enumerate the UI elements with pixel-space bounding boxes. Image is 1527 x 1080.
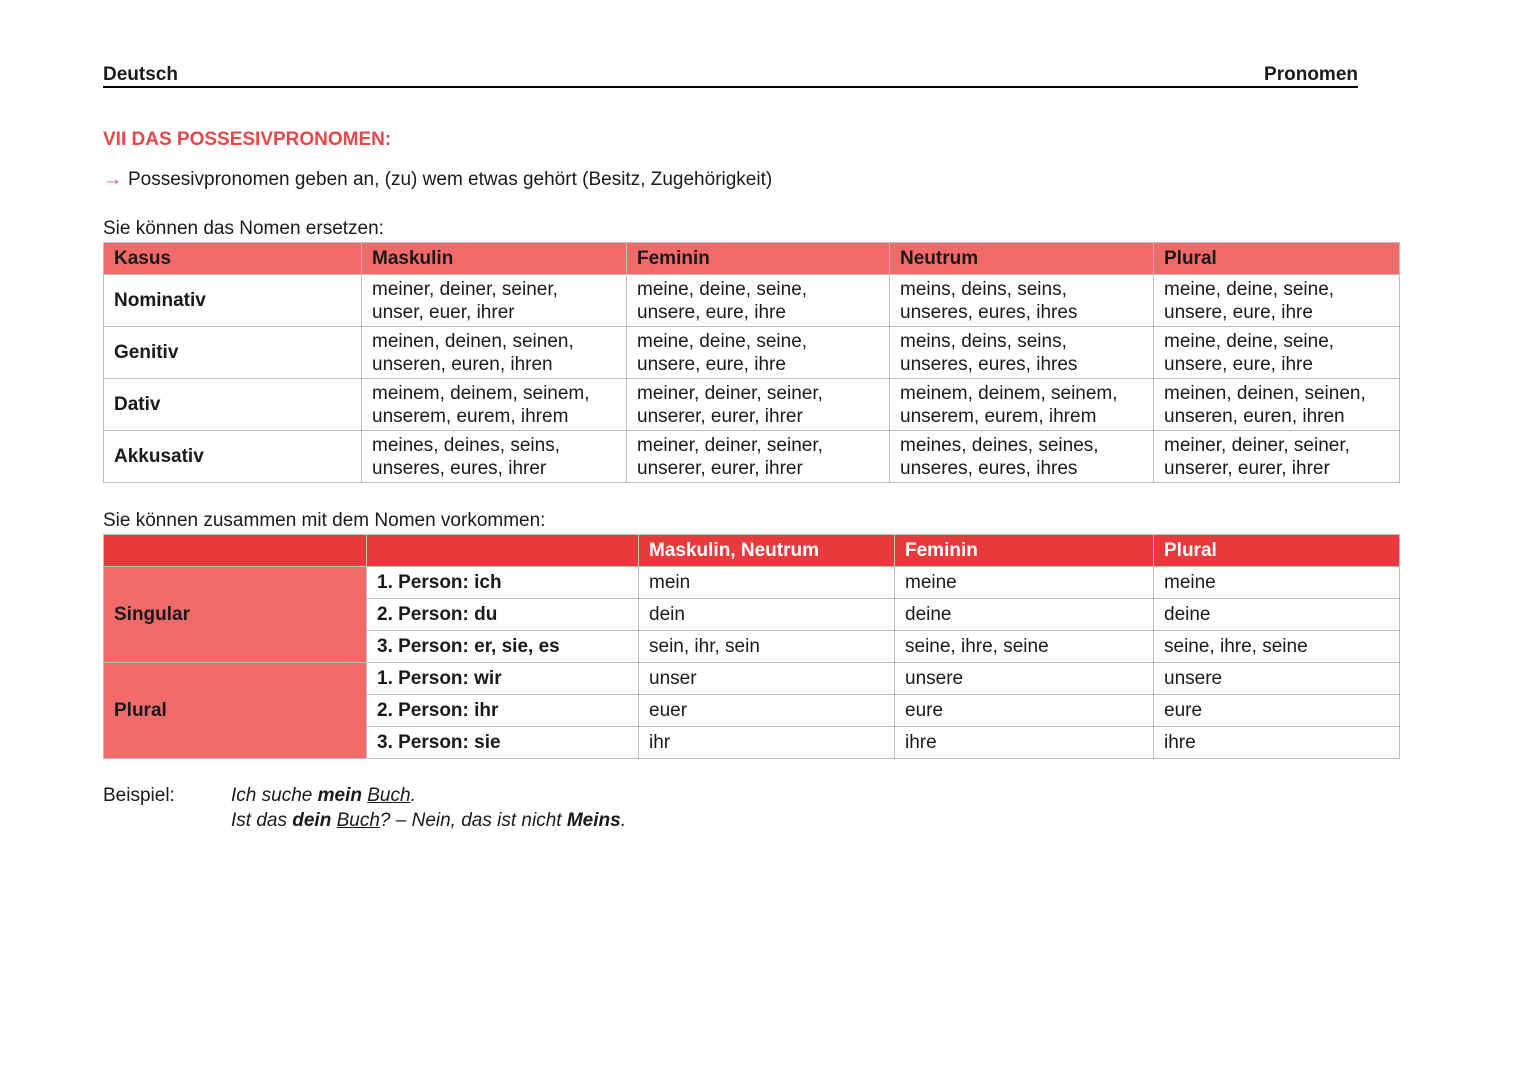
kasus-cell: Akkusativ <box>104 431 362 483</box>
person-cell: 3. Person: sie <box>367 727 639 759</box>
table-row <box>104 327 1400 379</box>
cell-line: meine, deine, seine, <box>1164 330 1335 352</box>
cell-line: meinen, deinen, seinen, <box>1164 382 1366 404</box>
text-fragment: . <box>410 785 416 806</box>
cell-line: unsere, eure, ihre <box>637 353 786 375</box>
table-cell <box>890 327 1154 379</box>
cell-line: meiner, deiner, seiner, <box>637 434 823 456</box>
cell-line: unsere, eure, ihre <box>637 301 786 323</box>
cell-line: meine, deine, seine, <box>1164 278 1335 300</box>
cell-line: meinem, deinem, seinem, <box>900 382 1118 404</box>
cell-line: unserem, eurem, ihrem <box>372 405 569 427</box>
person-cell: 2. Person: du <box>367 599 639 631</box>
cell-line: unseren, euren, ihren <box>372 353 553 375</box>
cell-line: meins, deins, seins, <box>900 278 1067 300</box>
cell-line: unserer, eurer, ihrer <box>637 457 803 479</box>
person-cell: 2. Person: ihr <box>367 695 639 727</box>
table-cell <box>1154 431 1400 483</box>
table-cell <box>362 275 627 327</box>
table-cell: seine, ihre, seine <box>895 631 1154 663</box>
table2-caption: Sie können zusammen mit dem Nomen vorkommen: <box>103 510 546 531</box>
cell-line: unserer, eurer, ihrer <box>637 405 803 427</box>
cell-line: unseren, euren, ihren <box>1164 405 1345 427</box>
person-cell: 1. Person: wir <box>367 663 639 695</box>
table-cell: sein, ihr, sein <box>639 631 895 663</box>
table-cell: eure <box>895 695 1154 727</box>
cell-line: meiner, deiner, seiner, <box>372 278 558 300</box>
table1-caption: Sie können das Nomen ersetzen: <box>103 218 384 239</box>
table-cell: euer <box>639 695 895 727</box>
column-header: Maskulin, Neutrum <box>639 535 895 567</box>
table-cell: ihre <box>895 727 1154 759</box>
underlined-word: Buch <box>367 785 411 806</box>
table-cell: mein <box>639 567 895 599</box>
table-cell <box>890 379 1154 431</box>
with-noun-table <box>103 534 1400 759</box>
topic-label: Pronomen <box>1264 64 1358 85</box>
table-cell: ihr <box>639 727 895 759</box>
table-row <box>104 275 1400 327</box>
column-header: Maskulin <box>362 243 627 275</box>
intro-line <box>103 169 772 191</box>
cell-line: unseres, eures, ihrer <box>372 457 547 479</box>
page-header <box>103 64 1358 88</box>
table-cell: eure <box>1154 695 1400 727</box>
subject-label: Deutsch <box>103 64 178 85</box>
cell-line: unseres, eures, ihres <box>900 353 1078 375</box>
section-title: VII DAS POSSESIVPRONOMEN: <box>103 129 392 150</box>
example-sentences <box>231 783 626 833</box>
cell-line: meiner, deiner, seiner, <box>637 382 823 404</box>
text-fragment: . <box>620 810 626 831</box>
column-header <box>367 535 639 567</box>
cell-line: meines, deines, seins, <box>372 434 560 456</box>
bold-word: mein <box>317 785 362 806</box>
person-cell: 1. Person: ich <box>367 567 639 599</box>
column-header: Feminin <box>627 243 890 275</box>
cell-line: unseres, eures, ihres <box>900 457 1078 479</box>
table-cell: meine <box>895 567 1154 599</box>
kasus-cell: Genitiv <box>104 327 362 379</box>
text-fragment: Ist das <box>231 810 293 831</box>
cell-line: meine, deine, seine, <box>637 278 808 300</box>
column-header: Neutrum <box>890 243 1154 275</box>
column-header: Plural <box>1154 535 1400 567</box>
table-cell <box>627 327 890 379</box>
table-cell <box>1154 275 1400 327</box>
cell-line: unser, euer, ihrer <box>372 301 515 323</box>
table-cell <box>1154 379 1400 431</box>
cell-line: meins, deins, seins, <box>900 330 1067 352</box>
column-header: Feminin <box>895 535 1154 567</box>
table-cell <box>627 275 890 327</box>
text-fragment: ? – Nein, das ist nicht <box>379 810 567 831</box>
column-header <box>104 535 367 567</box>
replace-noun-table <box>103 242 1400 483</box>
person-cell: 3. Person: er, sie, es <box>367 631 639 663</box>
table-row <box>104 663 1400 695</box>
column-header: Plural <box>1154 243 1400 275</box>
table-cell: dein <box>639 599 895 631</box>
cell-line: meinen, deinen, seinen, <box>372 330 574 352</box>
table-cell <box>362 327 627 379</box>
column-header: Kasus <box>104 243 362 275</box>
table-row <box>104 431 1400 483</box>
table-cell <box>890 431 1154 483</box>
kasus-cell: Nominativ <box>104 275 362 327</box>
table-cell: ihre <box>1154 727 1400 759</box>
arrow-right-icon: → <box>103 169 122 190</box>
example-line-1 <box>231 783 626 808</box>
intro-text: Possesivpronomen geben an, (zu) wem etwas gehört (Besitz, Zugehörigkeit) <box>128 169 773 190</box>
example-label: Beispiel: <box>103 785 175 806</box>
bold-word: dein <box>292 810 332 831</box>
kasus-cell: Dativ <box>104 379 362 431</box>
table-cell <box>627 431 890 483</box>
cell-line: unsere, eure, ihre <box>1164 301 1313 323</box>
underlined-word: Buch <box>336 810 380 831</box>
table-header-row <box>104 535 1400 567</box>
table-cell <box>890 275 1154 327</box>
cell-line: unseres, eures, ihres <box>900 301 1078 323</box>
table-cell: unsere <box>1154 663 1400 695</box>
number-group-cell: Singular <box>104 567 367 663</box>
cell-line: meine, deine, seine, <box>637 330 808 352</box>
table-cell <box>362 379 627 431</box>
bold-word: Meins <box>566 810 621 831</box>
table-row <box>104 379 1400 431</box>
table-row <box>104 567 1400 599</box>
table-cell <box>627 379 890 431</box>
table-cell: meine <box>1154 567 1400 599</box>
cell-line: meiner, deiner, seiner, <box>1164 434 1350 456</box>
cell-line: meines, deines, seines, <box>900 434 1099 456</box>
cell-line: unserem, eurem, ihrem <box>900 405 1097 427</box>
table-cell: deine <box>895 599 1154 631</box>
cell-line: unserer, eurer, ihrer <box>1164 457 1330 479</box>
cell-line: unsere, eure, ihre <box>1164 353 1313 375</box>
text-fragment: Ich suche <box>231 785 318 806</box>
table-cell: unser <box>639 663 895 695</box>
table-cell: deine <box>1154 599 1400 631</box>
table-cell <box>1154 327 1400 379</box>
table-cell: seine, ihre, seine <box>1154 631 1400 663</box>
table-cell <box>362 431 627 483</box>
table-header-row <box>104 243 1400 275</box>
number-group-cell: Plural <box>104 663 367 759</box>
table-cell: unsere <box>895 663 1154 695</box>
cell-line: meinem, deinem, seinem, <box>372 382 590 404</box>
example-line-2 <box>231 808 626 833</box>
